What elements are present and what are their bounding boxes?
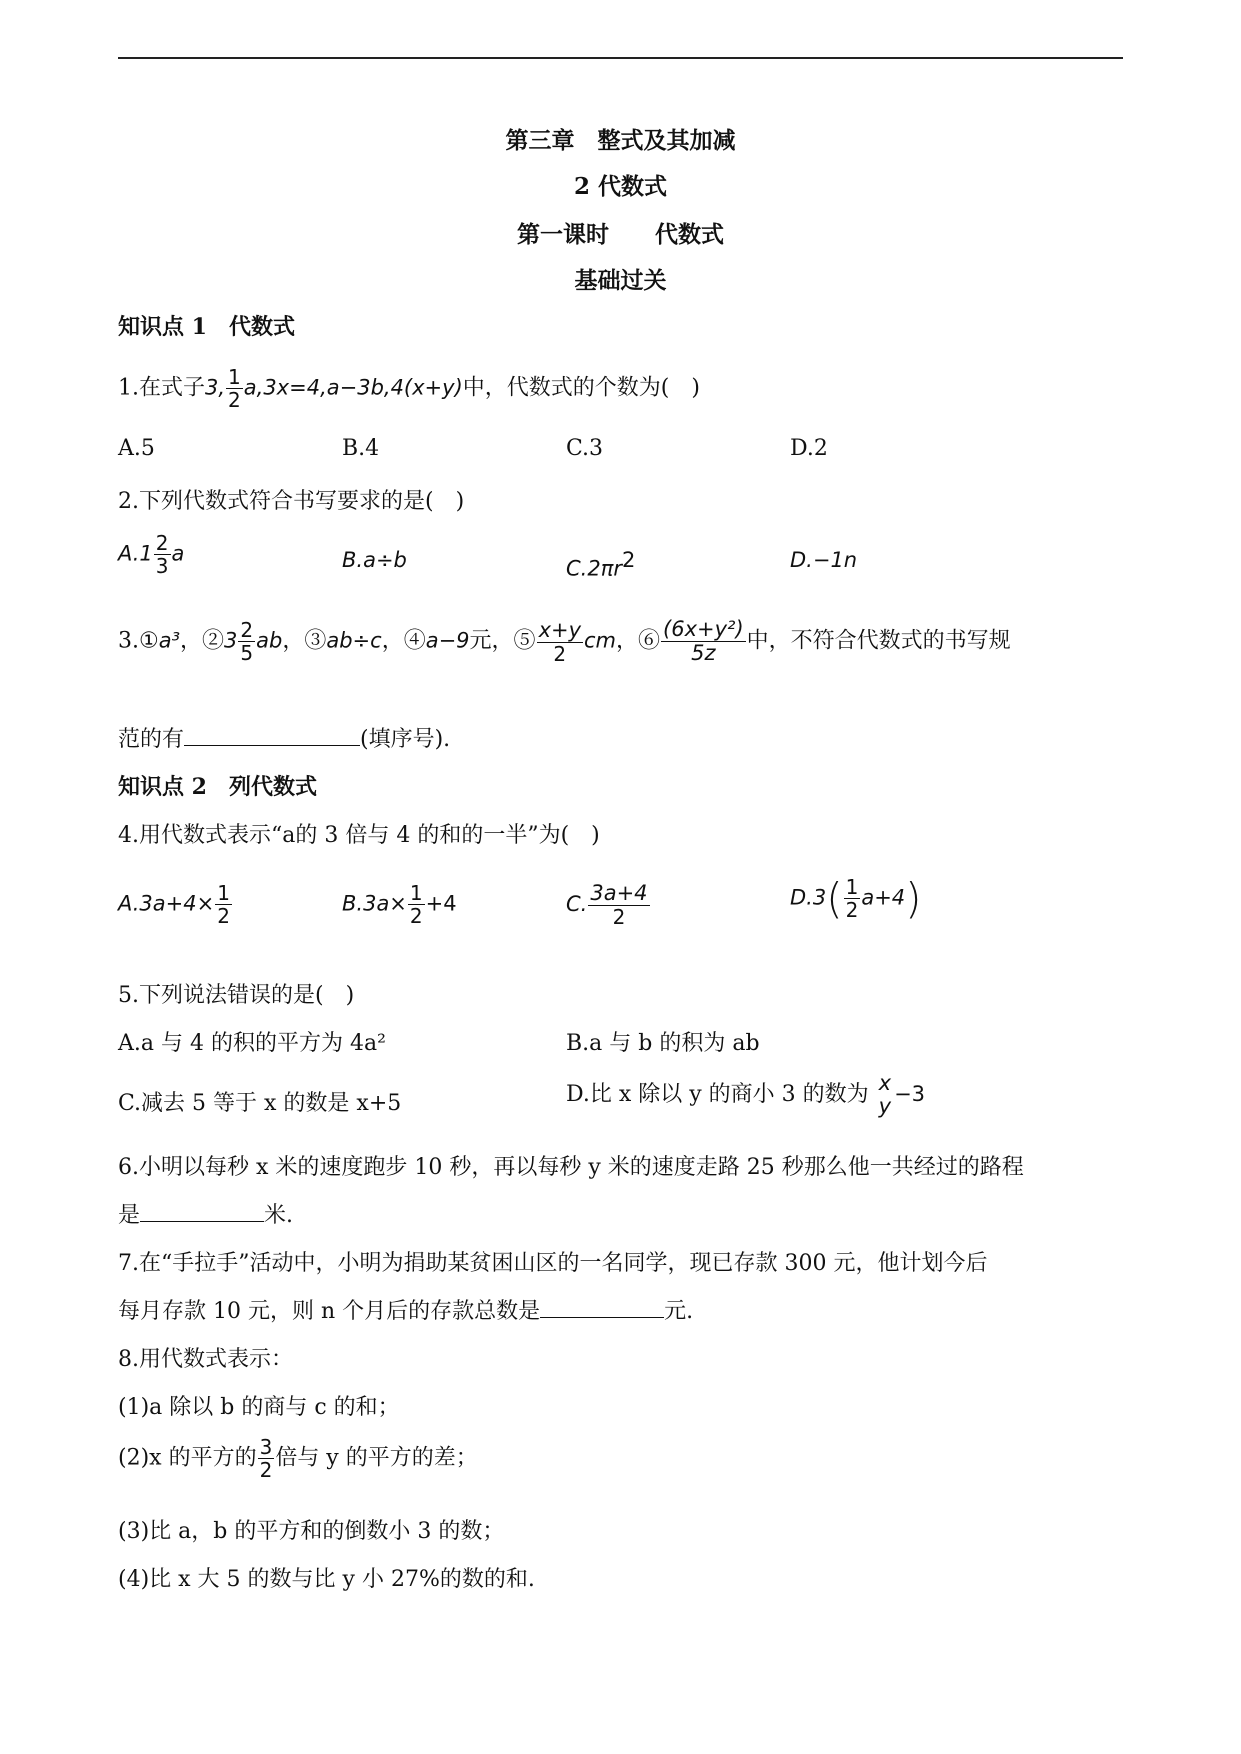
q1-expr-a: 3,	[205, 375, 226, 400]
q4-option-c: C. $\frac{3a+4}{2}$	[566, 881, 648, 930]
q1-option-b: B.4	[342, 436, 380, 461]
q1-option-c: C.3	[566, 436, 604, 461]
q1-option-d: D.2	[790, 436, 828, 461]
q8-sub-4: (4)比 x 大 5 的数与比 y 小 27%的数的和.	[118, 1567, 535, 1592]
q7-answer-blank[interactable]	[540, 1295, 664, 1318]
question-8-stem: 8.用代数式表示：	[118, 1347, 293, 1372]
q4-option-b: B.3a× $\frac{1}{2}$ +4	[342, 881, 457, 928]
q5-option-a: A.a 与 4 的积的平方为 4a²	[118, 1031, 386, 1056]
q1-expr-b: a,3x=4,a−3b,4(x+y)	[243, 375, 463, 400]
q2-option-c: $C.2\pi r^2$	[566, 548, 636, 581]
knowledge-point-1-heading: 知识点 1 代数式	[118, 314, 295, 340]
q5-option-d: D.比 x 除以 y 的商小 3 的数为 x y −3	[566, 1071, 926, 1119]
q5-option-b: B.a 与 b 的积为 ab	[566, 1031, 760, 1056]
header-rule	[118, 57, 1123, 59]
q8-sub-1: (1)a 除以 b 的商与 c 的和；	[118, 1395, 400, 1420]
q2-option-d: D.−1n	[790, 548, 858, 572]
q2-option-a: A.1 $\frac{2}{3}$ a	[118, 531, 185, 578]
q8-sub-2: (2)x 的平方的 $\frac{3}{2}$ 倍与 y 的平方的差；	[118, 1435, 478, 1482]
question-6-line-1: 6.小明以每秒 x 米的速度跑步 10 秒，再以每秒 y 米的速度走路 25 秒那么他一共经过的路程	[118, 1155, 1024, 1180]
q4-option-d: D.3( $\frac{1}{2}$ a+4)	[790, 874, 922, 923]
section-title: 2 代数式	[573, 173, 667, 200]
q3-answer-blank[interactable]	[184, 723, 360, 746]
question-6-line-2: 是 米.	[118, 1198, 293, 1229]
q5-option-c: C.减去 5 等于 x 的数是 x+5	[118, 1091, 402, 1116]
q1-prefix: 1.在式子	[118, 375, 205, 401]
question-5-stem: 5.下列说法错误的是( )	[118, 983, 355, 1008]
q2-option-b: B.a÷b	[342, 548, 407, 572]
q1-option-a: A.5	[118, 436, 155, 461]
chapter-title: 第三章 整式及其加减	[505, 127, 736, 154]
question-4-stem: 4.用代数式表示“a的 3 倍与 4 的和的一半”为( )	[118, 823, 600, 848]
question-7-line-1: 7.在“手拉手”活动中，小明为捐助某贫困山区的一名同学，现已存款 300 元，他计划今后	[118, 1251, 988, 1276]
q1-fraction: $\frac{1}{2}$	[228, 365, 241, 412]
question-3-line-1: 3.①a³，②3 $\frac{2}{5}$ ab，③ab÷c，④a−9元，⑤ $\frac{x+y}{2}$ cm，⑥ $\frac{\text{(6x+y²)}}{5z}$ 中，不符合代数式的书写规	[118, 617, 1011, 666]
question-3-line-2: 范的有 (填序号).	[118, 722, 450, 753]
q8-sub-3: (3)比 a，b 的平方和的倒数小 3 的数；	[118, 1519, 505, 1544]
level-title: 基础过关	[574, 267, 667, 294]
q4-option-a: A.3a+4× $\frac{1}{2}$	[118, 881, 230, 928]
knowledge-point-2-heading: 知识点 2 列代数式	[118, 774, 317, 800]
question-2-stem: 2.下列代数式符合书写要求的是( )	[118, 489, 465, 514]
lesson-title: 第一课时 代数式	[517, 221, 724, 248]
question-1	[118, 366, 700, 411]
q1-suffix: 中，代数式的个数为( )	[462, 375, 700, 401]
q6-answer-blank[interactable]	[140, 1199, 264, 1222]
question-7-line-2: 每月存款 10 元，则 n 个月后的存款总数是 元.	[118, 1294, 693, 1325]
